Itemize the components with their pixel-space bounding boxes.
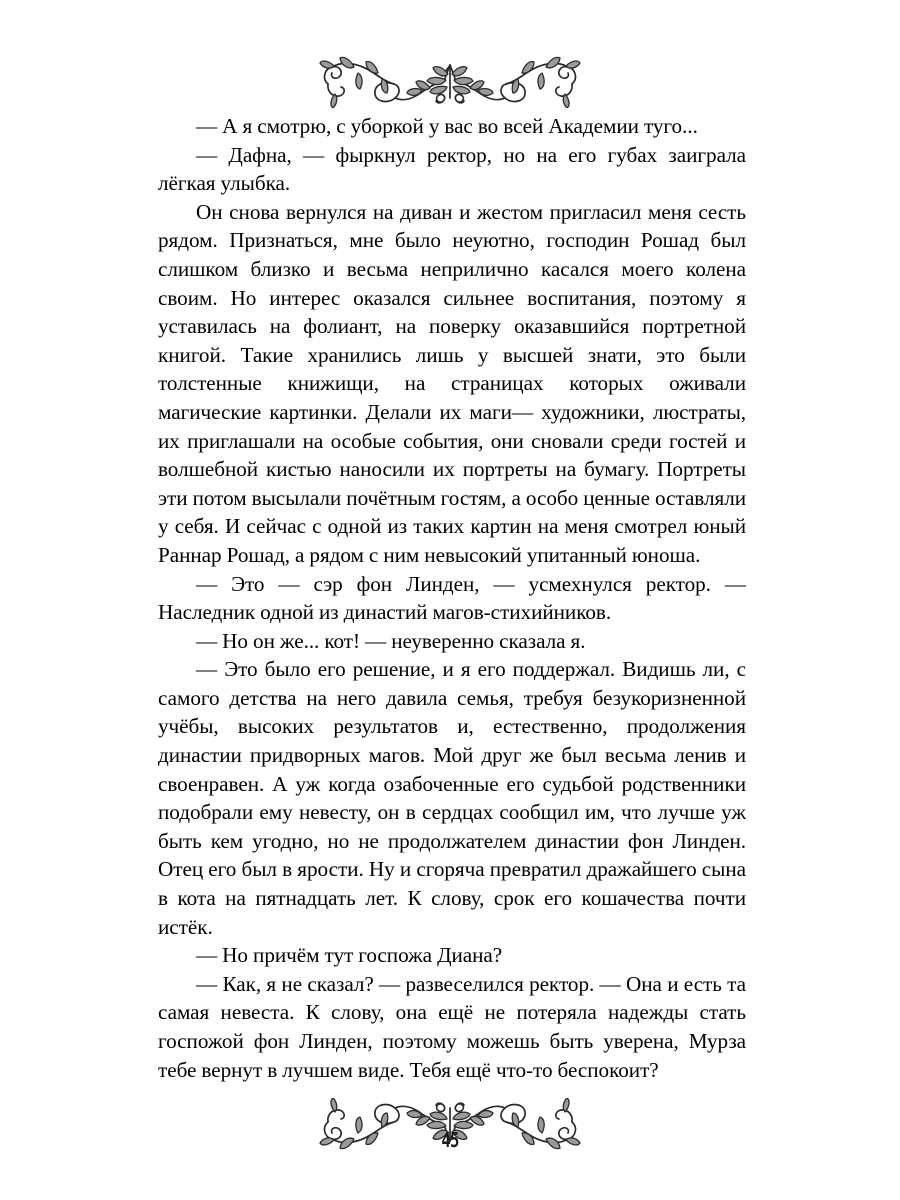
page-number: 45 (441, 1128, 459, 1152)
top-ornament (0, 52, 900, 110)
paragraph: — Но он же... кот! — неуверенно сказала я. (196, 628, 586, 653)
page-body-text (158, 112, 746, 1084)
paragraph: Он снова вернулся на диван и жестом пригласил меня сесть рядом. Признаться, мне было неуютно, господин Рошад был слишком близко и весьма неприлично касался моего колена своим. Но интерес оказался сильнее воспитания, поэтому я уставилась на фолиант, на поверку оказавшийся портретной книгой. Такие хранились лишь у высшей знати, это были толстенные книжищи, на страницах которых оживали магические картинки. Делали их маги— художники, люстраты, их приглашали на особые события, они сновали среди гостей и волшебной кистью наносили их портреты на бумагу. Портреты эти потом высылали почётным гостям, а особо ценные оставляли у себя. И сейчас с одной из таких картин на меня смотрел юный Раннар Рошад, а рядом с ним невысокий упитанный юноша. (158, 199, 746, 567)
paragraph: — Дафна, — фыркнул ректор, но на его губах заиграла лёгкая улыбка. (158, 142, 746, 196)
paragraph: — Это — сэр фон Линден, — усмехнулся ректор. — Наследник одной из династий магов-стихийников. (158, 571, 746, 625)
paragraph: — А я смотрю, с уборкой у вас во всей Академии туго... (196, 114, 698, 138)
paragraph: — Как, я не сказал? — развеселился ректор. — Она и есть та самая невеста. К слову, она ещё не потеряла надежды стать госпожой фон Линден, поэтому можешь быть уверена, Мурза тебе вернут в лучшем виде. Тебя ещё что-то беспокоит? (158, 971, 746, 1082)
vine-flourish-icon (318, 54, 582, 108)
paragraph: — Это было его решение, и я его поддержал. Видишь ли, с самого детства на него давила семья, требуя безукоризненной учёбы, высоких результатов и, естественно, продолжения династии придворных магов. Мой друг же был весьма ленив и своенравен. А уж когда озабоченные его судьбой родственники подобрали ему невесту, он в сердцах сообщил им, что лучше уж быть кем угодно, но не продолжателем династии фон Линден. Отец его был в ярости. Ну и сгоряча превратил дражайшего сына в кота на пятнадцать лет. К слову, срок его кошачества почти истёк. (158, 657, 746, 939)
paragraph: — Но причём тут госпожа Диана? (196, 943, 503, 968)
